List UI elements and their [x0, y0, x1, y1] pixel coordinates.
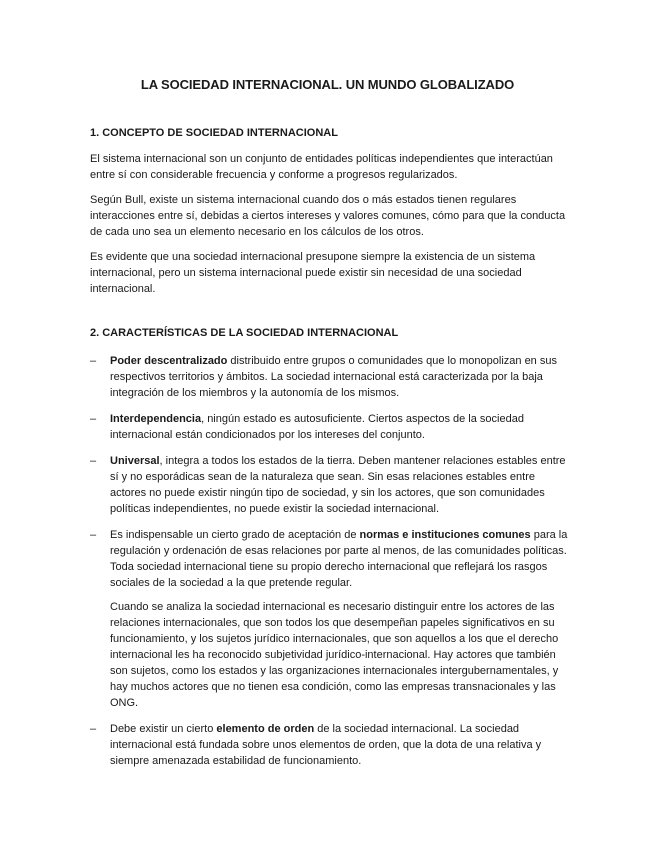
list-item [90, 411, 570, 443]
item-text: distribuido entre grupos o comunidades que lo monopolizan en sus respectivos territorios y ámbitos. La sociedad internacional está caracterizada por la baja integración de los miembros y la autonomía de los mismos. [110, 355, 557, 399]
dash-bullet: – [90, 455, 97, 467]
item-text: , ningún estado es autosuficiente. Ciertos aspectos de la sociedad internacional están condicionados por los intereses del conjunto. [110, 413, 524, 441]
dash-bullet: – [90, 355, 97, 367]
item-text: de la sociedad internacional. La sociedad internacional está fundada sobre unos elementos de orden, que la dota de una relativa y siempre amenazada estabilidad de funcionamiento. [110, 723, 542, 767]
section-1-heading: 1. CONCEPTO DE SOCIEDAD INTERNACIONAL [90, 127, 338, 139]
item-keyword: normas e instituciones comunes [359, 529, 531, 541]
item-text-before: Es indispensable un cierto grado de aceptación de [110, 529, 360, 541]
dash-bullet: – [90, 529, 97, 541]
item-text-before: Debe existir un cierto [110, 723, 217, 735]
list-item [90, 527, 570, 711]
section-1-paragraph: El sistema internacional son un conjunto de entidades políticas independientes que interactúan entre sí con considerable frecuencia y conforme a progresos regularizados. [90, 153, 553, 181]
section-1-paragraph: Es evidente que una sociedad internacional presupone siempre la existencia de un sistema internacional, pero un sistema internacional puede existir sin necesidad de una sociedad internacional. [90, 251, 536, 295]
document-body [90, 125, 570, 779]
item-keyword: Poder descentralizado [110, 355, 228, 367]
item-sub-paragraph: Cuando se analiza la sociedad internacional es necesario distinguir entre los actores de las relaciones internacionales, que son todos los que desempeñan papeles significativos en su funcionamiento, y los sujetos jurídico internacionales, que son aquellos a los que el derecho internacional les ha reconocido subjetividad jurídico-internacional. Hay actores que también son sujetos, como los estados y las organizaciones internacionales intergubernamentales, y hay muchos actores que no tienen esa condición, como las empresas transnacionales y las ONG. [110, 601, 559, 709]
list-item [90, 453, 570, 517]
list-item [90, 721, 570, 769]
characteristics-list [90, 353, 570, 769]
item-text: para la regulación y ordenación de esas relaciones por parte al menos, de las comunidades políticas. Toda sociedad internacional tiene su propio derecho internacional que reflejará los rasgos sociales de la sociedad a la que pretende regular. [110, 529, 568, 589]
section-1-paragraph: Según Bull, existe un sistema internacional cuando dos o más estados tienen regulares interacciones entre sí, debidas a ciertos intereses y valores comunes, cómo para que la conducta de cada uno sea un elemento necesario en los cálculos de los otros. [90, 194, 566, 238]
item-keyword: Interdependencia [110, 413, 202, 425]
section-2-heading: 2. CARACTERÍSTICAS DE LA SOCIEDAD INTERNACIONAL [90, 327, 399, 339]
item-keyword: Universal [110, 455, 160, 467]
document-title: LA SOCIEDAD INTERNACIONAL. UN MUNDO GLOBALIZADO [140, 77, 515, 92]
list-item [90, 353, 570, 401]
item-keyword: elemento de orden [216, 723, 315, 735]
item-text: , integra a todos los estados de la tierra. Deben mantener relaciones estables entre sí y no esporádicas sean de la naturaleza que sean. Sin esas relaciones estables entre actores no puede existir ningún tipo de sociedad, y sin los actores, que son comunidades políticas independientes, no puede existir la sociedad internacional. [110, 455, 566, 515]
dash-bullet: – [90, 413, 97, 425]
dash-bullet: – [90, 723, 97, 735]
